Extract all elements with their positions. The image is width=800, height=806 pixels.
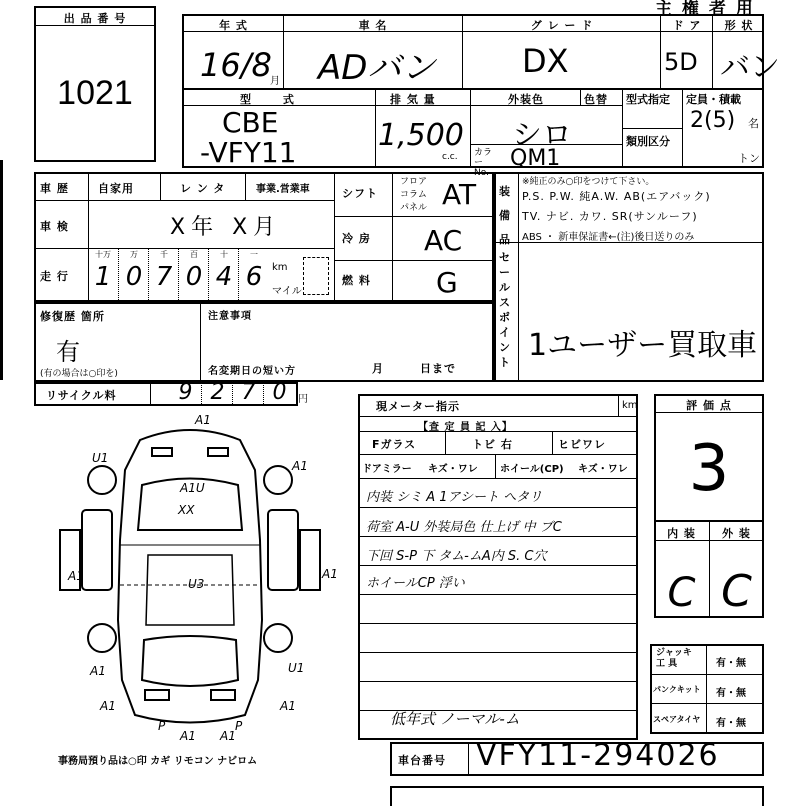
inspection-label: 車 検 [40, 220, 69, 233]
equipment-note: ※純正のみ○印をつけて下さい。 [522, 177, 655, 187]
mileage-label: 走 行 [40, 270, 69, 283]
diagram-footer: 事務局預り品は○印 カギ リモコン ナビロム [58, 756, 258, 767]
damage-mark: U3 [188, 577, 205, 591]
mirror-label: ドアミラー [362, 464, 412, 475]
equipment-line3: ABS ・ 新車保証書←(注)後日送りのみ [522, 232, 695, 243]
damage-mark: U1 [92, 451, 109, 465]
puncture-status[interactable]: 有・無 [716, 688, 746, 699]
sales-point-label: セールスポイント [499, 251, 511, 369]
model-line1: CBE [222, 106, 279, 139]
shape-label: 形 状 [724, 19, 754, 32]
mileage-digit-value: 7 [155, 262, 173, 292]
mileage-digit-label: 十 [220, 250, 228, 259]
shift-floor: フロア [400, 177, 428, 187]
damage-mark: A1 [322, 567, 338, 581]
category-label: 類別区分 [626, 135, 670, 148]
mileage-digit-value: 0 [125, 262, 143, 292]
displacement-value: 1,500 [378, 118, 464, 153]
mileage-digit-label: 十万 [95, 250, 111, 259]
note-rule [358, 594, 638, 595]
note-rule [358, 536, 638, 537]
notice-month: 月 [372, 362, 384, 375]
damage-mark: A1 [292, 459, 308, 473]
lot-number-label: 出 品 番 号 [63, 12, 127, 25]
color-code-value: QM1 [510, 146, 561, 171]
mileage-digit [148, 248, 179, 302]
history-label: 車 歴 [40, 182, 69, 195]
header-title: 主 権 者 用 [655, 0, 755, 19]
spare-label: スペアタイヤ [653, 715, 701, 724]
mileage-digit-label: 一 [250, 250, 258, 259]
grade-value: DX [522, 42, 569, 80]
interior-label: 内 装 [667, 527, 696, 540]
history-rental: レンタ [180, 182, 231, 195]
mileage-digit [118, 248, 149, 302]
cc-unit: c.c. [442, 152, 458, 162]
footer-note: 低年式 ノーマル-ム [390, 710, 520, 728]
mile-label: マイル [272, 286, 302, 297]
inspection-value: X年 X月 [170, 215, 282, 240]
ac-label: 冷 房 [342, 232, 371, 245]
note-line-3: 下回 S-P 下 タム-ムA内 S. C穴 [366, 549, 547, 564]
recycle-digit: 9 [178, 380, 193, 405]
equipment-label: 装備品 [499, 185, 511, 246]
displacement-label: 排 気 量 [390, 93, 436, 106]
damage-mark: A1 [280, 699, 296, 713]
mileage-digit [88, 248, 118, 302]
exterior-value: C [721, 566, 752, 617]
type-designation-label: 型式指定 [626, 93, 670, 106]
inspector-label: 【査 定 員 記 入】 [418, 422, 513, 433]
jack-label: ジャッキ 工 具 [656, 648, 692, 669]
fuel-value: G [436, 266, 458, 299]
glass-label: Fガラス [372, 438, 417, 451]
notice-day: 日まで [420, 362, 456, 375]
shift-value: AT [442, 178, 477, 211]
note-rule [358, 681, 638, 682]
mileage-digit-label: 万 [130, 250, 138, 259]
mile-checkbox[interactable] [303, 257, 329, 295]
mileage-digit [238, 248, 269, 302]
exterior-label: 外 装 [722, 527, 751, 540]
chassis-value: VFY11-294026 [476, 738, 720, 773]
repair-label: 修復歴 箇所 [40, 310, 105, 323]
damage-mark: A1 [100, 699, 116, 713]
mileage-digit-label: 百 [190, 250, 198, 259]
recycle-digit: 7 [232, 380, 264, 406]
capacity-unit: 名 [748, 117, 759, 130]
chassis-label: 車台番号 [398, 754, 446, 767]
color-code-label: カラー No. [474, 148, 493, 178]
mileage-digit [178, 248, 209, 302]
note-rule [358, 652, 638, 653]
damage-mark: A1U [180, 481, 205, 495]
mileage-digit-label: 千 [160, 250, 168, 259]
recycle-digit: 2 [201, 380, 233, 406]
damage-mark: A1 [68, 569, 84, 583]
km-label: km [272, 262, 288, 273]
damage-mark: XX [178, 503, 195, 517]
color-value: シロ [512, 118, 572, 153]
note-rule [358, 507, 638, 508]
ton-unit: トン [738, 152, 760, 165]
ac-value: AC [424, 224, 463, 257]
lot-number: 1021 [57, 74, 133, 112]
note-line-4: ホイールCP 浮い [366, 576, 465, 591]
capacity-label: 定員・積載 [686, 93, 741, 106]
fuel-label: 燃 料 [342, 274, 371, 287]
note-line-2: 荷室 A-U 外装局色 仕上げ 中 ブC [366, 520, 562, 535]
door-value: 5D [664, 48, 698, 76]
mirror-options: キズ・ワレ [428, 464, 478, 475]
note-rule [358, 623, 638, 624]
meter-unit: km [622, 400, 638, 411]
name-change-label: 名変期日の短い方 [208, 366, 296, 377]
shape-value: バン [720, 50, 780, 85]
recycle-digit: 0 [263, 380, 295, 406]
mileage-digit-value: 6 [245, 262, 263, 292]
door-label: ド ア [672, 19, 702, 32]
year-value: 16/8 [200, 46, 272, 84]
mileage-digit [208, 248, 239, 302]
damage-mark: A1 [195, 413, 211, 427]
note-rule [358, 565, 638, 566]
equipment-line1: P.S. P.W. 純A.W. AB(エアバック) [522, 190, 711, 203]
jack-status[interactable]: 有・無 [716, 658, 746, 669]
history-business: 事業.営業車 [256, 184, 310, 195]
history-private: 自家用 [98, 182, 134, 195]
rating-label: 評 価 点 [686, 399, 732, 412]
sales-point-value: 1ユーザー買取車 [528, 328, 758, 363]
mileage-digit-value: 4 [215, 262, 233, 292]
damage-mark: P [235, 719, 243, 733]
shift-label: シフト [342, 187, 378, 200]
equipment-line2: TV. ナビ. カワ. SR(サンルーフ) [522, 210, 698, 223]
shift-panel: パネル [400, 203, 428, 213]
glass-crack: ヒビワレ [558, 438, 606, 451]
grade-label: グ レ ー ド [530, 19, 594, 32]
damage-mark: A1 [220, 729, 236, 743]
color-change-label: 色替 [584, 93, 608, 106]
meter-label: 現メーター指示 [376, 400, 460, 413]
car-diagram [30, 410, 350, 750]
repair-note: (有の場合は○印を) [40, 369, 118, 379]
glass-options: トビ 右 [472, 438, 513, 451]
damage-mark: A1 [180, 729, 196, 743]
damage-mark: A1 [90, 664, 106, 678]
damage-mark: U1 [288, 661, 305, 675]
color-label: 外装色 [508, 93, 544, 106]
make-value: ADバン [318, 48, 436, 88]
recycle-label: リサイクル料 [46, 389, 117, 402]
mileage-digit-value: 1 [94, 262, 112, 292]
model-line2: -VFY11 [200, 136, 297, 169]
recycle-unit: 円 [298, 394, 308, 405]
rating-value: 3 [688, 432, 730, 506]
make-label: 車 名 [358, 19, 388, 32]
interior-value: C [667, 570, 696, 616]
year-label: 年 式 [219, 19, 248, 32]
month-unit: 月 [270, 76, 280, 87]
repair-value: 有 [56, 338, 80, 366]
model-label: 型 式 [240, 93, 308, 106]
spare-status[interactable]: 有・無 [716, 718, 746, 729]
mileage-digits [88, 248, 268, 302]
capacity-value: 2(5) [690, 108, 736, 133]
note-line-1: 内装 シミ A 1アシート へタリ [366, 490, 543, 505]
puncture-label: パンクキット [653, 685, 701, 694]
wheel-options: キズ・ワレ [578, 464, 628, 475]
bottom-box [390, 786, 764, 806]
damage-mark: P [158, 719, 166, 733]
recycle-digits [170, 382, 294, 406]
lot-number-box [34, 6, 156, 162]
notice-label: 注意事項 [208, 311, 252, 322]
wheel-label: ホイール(CP) [500, 464, 564, 475]
mileage-digit-value: 0 [185, 262, 203, 292]
shift-column: コラム [400, 190, 427, 200]
